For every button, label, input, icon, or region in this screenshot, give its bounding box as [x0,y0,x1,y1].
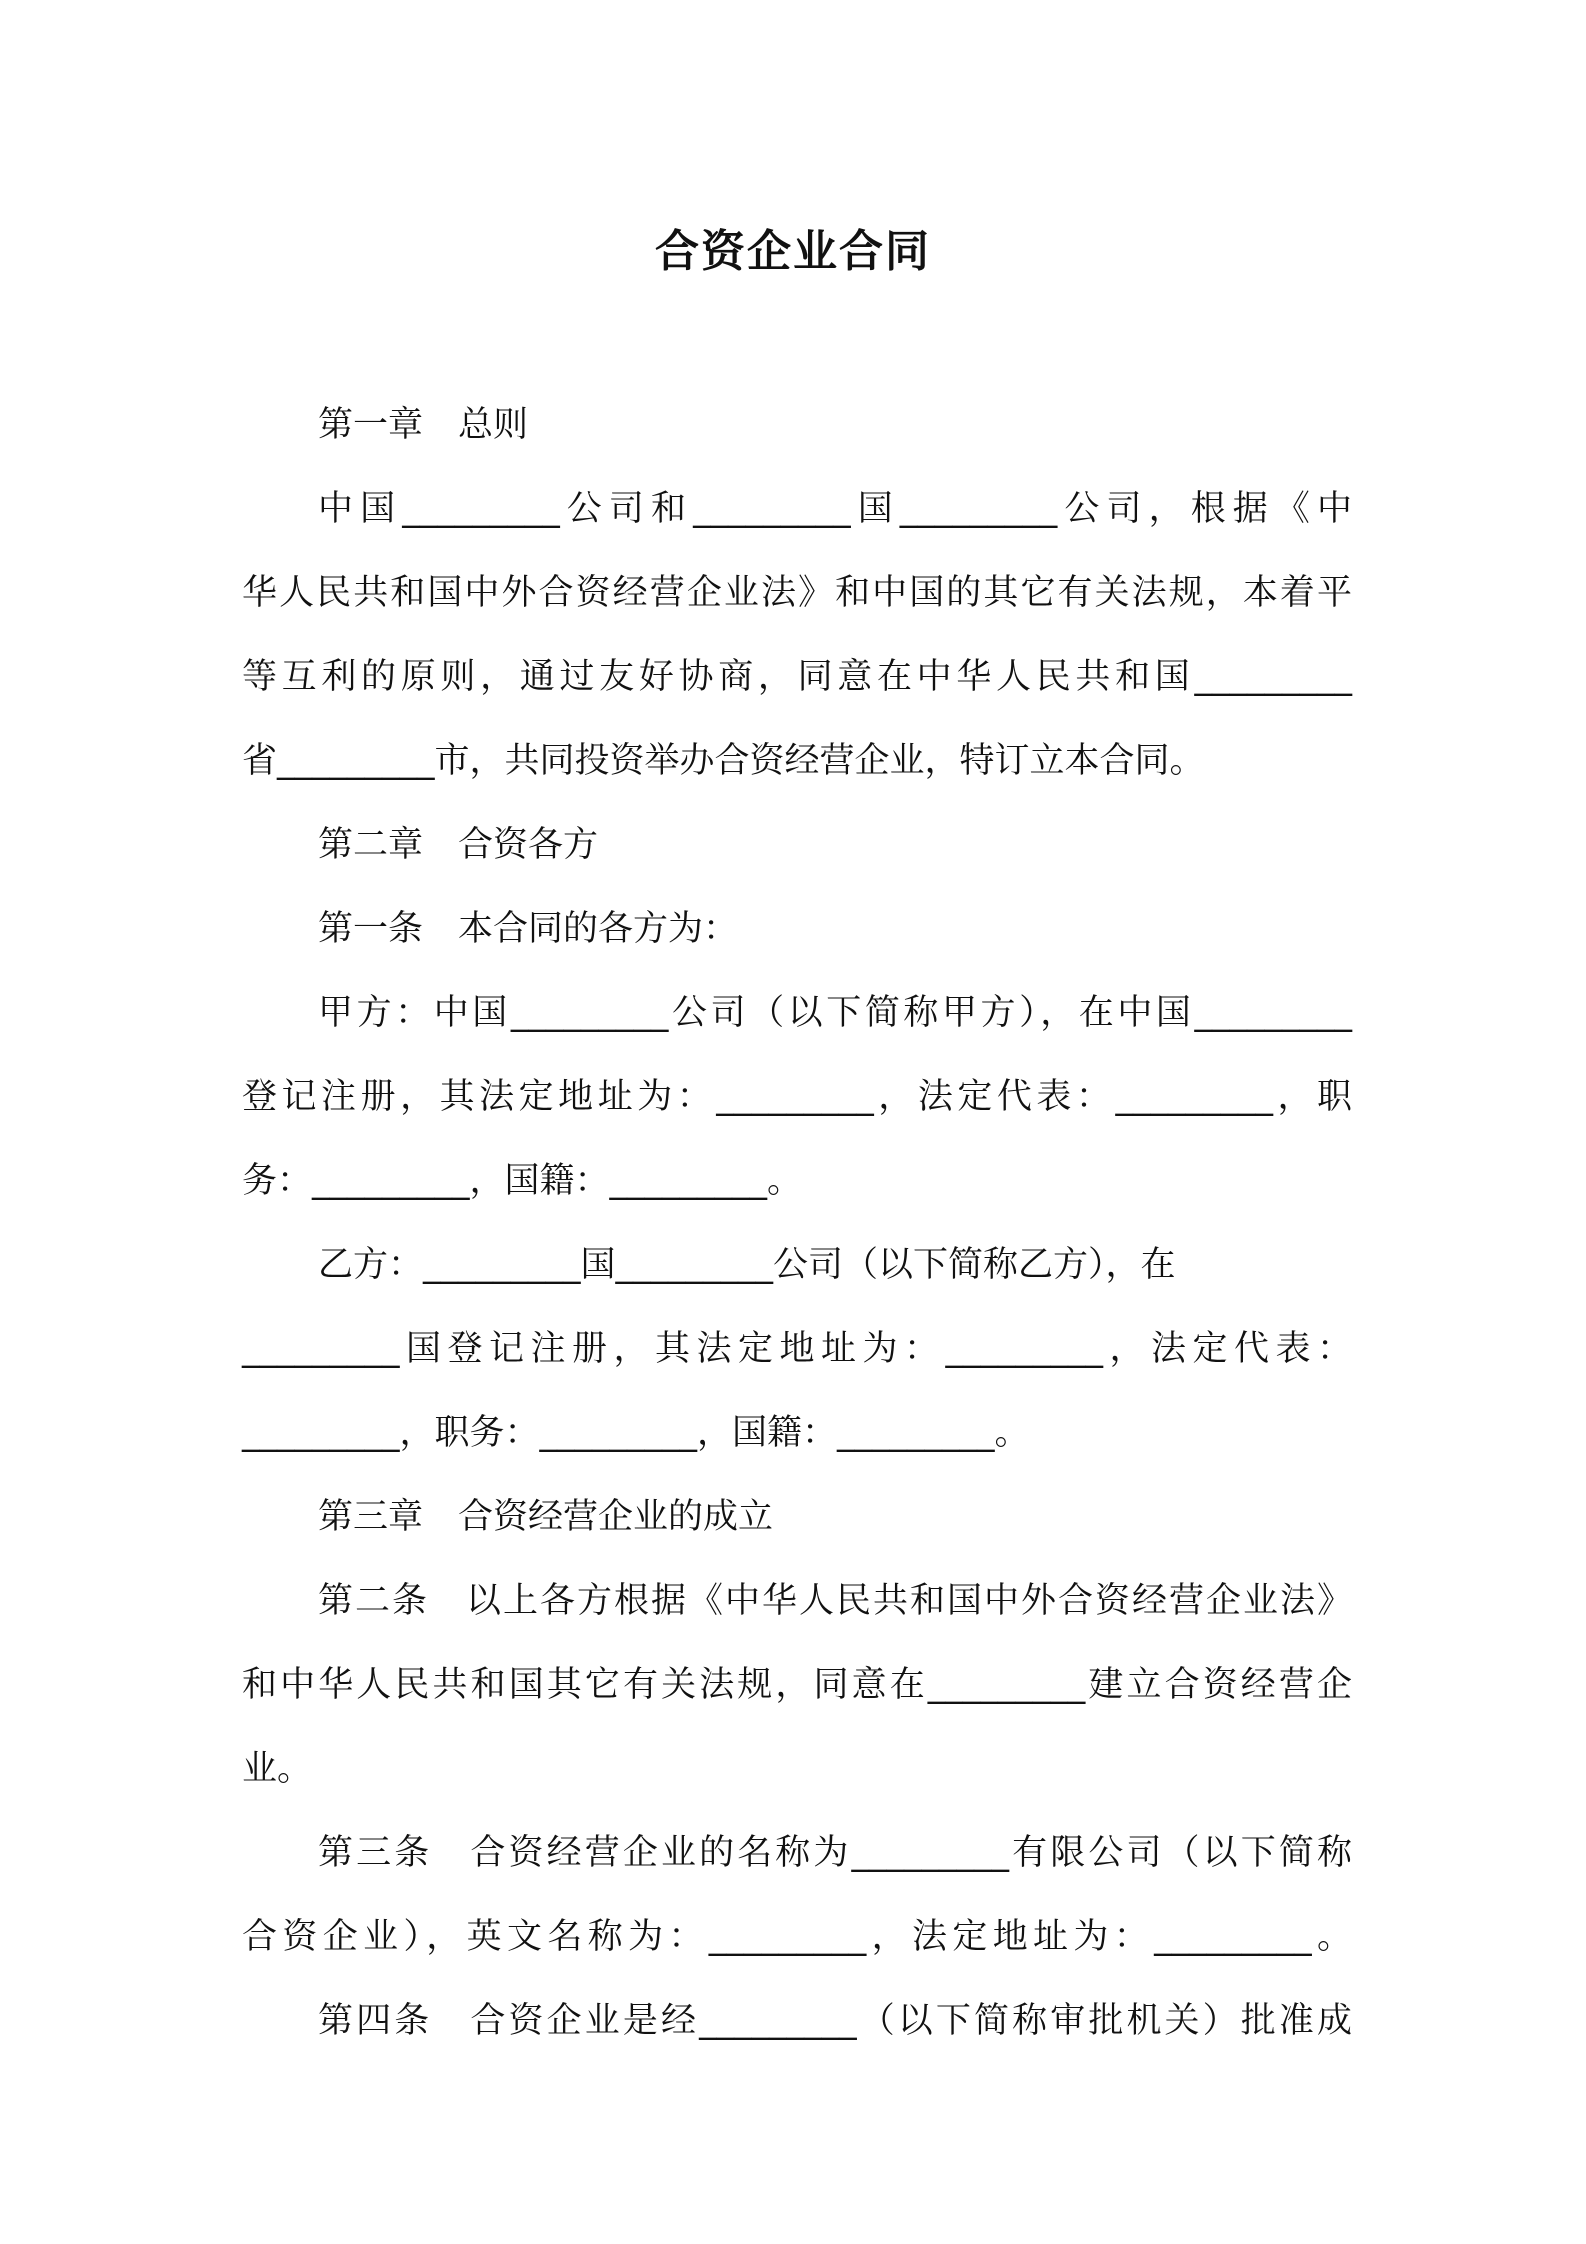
article-1-heading: 第一条 本合同的各方为： [318,909,739,949]
paragraph-line: 等互利的原则，通过友好协商，同意在中华人民共和国_________ [242,657,1352,697]
party-b-line: 乙方：_________国_________公司（以下简称乙方），在 [318,1245,1176,1285]
chapter-2-heading: 第二章 合资各方 [318,825,599,865]
paragraph-line: 华人民共和国中外合资经营企业法》和中国的其它有关法规，本着平 [242,573,1352,613]
article-3-line: 合资企业），英文名称为：_________，法定地址为：_________。 [242,1917,1352,1957]
party-a-line: 甲方：中国_________公司（以下简称甲方），在中国_________ [318,993,1352,1033]
party-a-line: 务：_________，国籍：_________。 [242,1161,803,1201]
chapter-3-heading: 第三章 合资经营企业的成立 [318,1497,774,1537]
article-3-line: 第三条 合资经营企业的名称为_________有限公司（以下简称 [318,1833,1352,1873]
party-b-line: _________，职务：_________，国籍：_________。 [242,1413,1030,1453]
paragraph-line: 中国_________公司和_________国_________公司，根据《中 [318,489,1352,529]
party-a-line: 登记注册，其法定地址为：_________，法定代表：_________，职 [242,1077,1352,1117]
party-b-line: _________国登记注册，其法定地址为：_________，法定代表： [242,1329,1352,1369]
document-title: 合资企业合同 [655,226,931,277]
chapter-1-heading: 第一章 总则 [318,405,529,445]
article-2-line: 业。 [242,1749,313,1789]
article-2-line: 第二条 以上各方根据《中华人民共和国中外合资经营企业法》 [318,1581,1352,1621]
paragraph-line: 省_________市，共同投资举办合资经营企业，特订立本合同。 [242,741,1205,781]
article-4-line: 第四条 合资企业是经_________（以下简称审批机关）批准成 [318,2001,1352,2041]
article-2-line: 和中华人民共和国其它有关法规，同意在_________建立合资经营企 [242,1665,1352,1705]
